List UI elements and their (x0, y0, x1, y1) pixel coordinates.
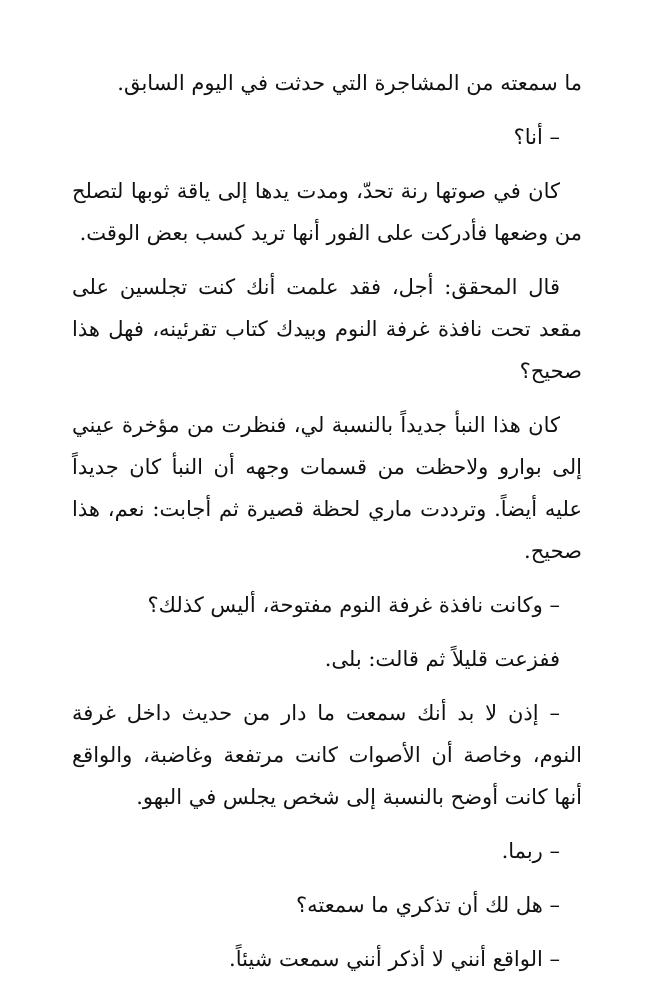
paragraph: كان في صوتها رنة تحدّ، ومدت يدها إلى ياقة ثوبها لتصلح من وضعها فأدركت على الفور أنها تريد كسب بعض الوقت. (72, 179, 582, 245)
dialogue-line: – أنا؟ (513, 125, 560, 149)
dialogue-line: – ربما. (501, 839, 560, 863)
paragraph: قال المحقق: أجل، فقد علمت أنك كنت تجلسين على مقعد تحت نافذة غرفة النوم وبيدك كتاب تقرئينه، فهل هذا صحيح؟ (72, 275, 582, 383)
paragraph-continuation: ما سمعته من المشاجرة التي حدثت في اليوم السابق. (117, 71, 582, 95)
dialogue-line: – الواقع أنني لا أذكر أنني سمعت شيئاً. (229, 947, 560, 971)
dialogue-line: – وكانت نافذة غرفة النوم مفتوحة، أليس كذلك؟ (147, 593, 560, 617)
paragraph: ففزعت قليلاً ثم قالت: بلى. (324, 647, 560, 671)
book-page (72, 62, 582, 992)
dialogue-line: – إذن لا بد أنك سمعت ما دار من حديث داخل غرفة النوم، وخاصة أن الأصوات كانت مرتفعة وغاضبة، والواقع أنها كانت أوضح بالنسبة إلى شخص يجلس في البهو. (72, 701, 582, 809)
paragraph: كان هذا النبأ جديداً بالنسبة لي، فنظرت من مؤخرة عيني إلى بوارو ولاحظت من قسمات وجهه أن النبأ كان جديداً عليه أيضاً. وترددت ماري لحظة قصيرة ثم أجابت: نعم، هذا صحيح. (72, 413, 582, 563)
dialogue-line: – هل لك أن تذكري ما سمعته؟ (295, 893, 560, 917)
